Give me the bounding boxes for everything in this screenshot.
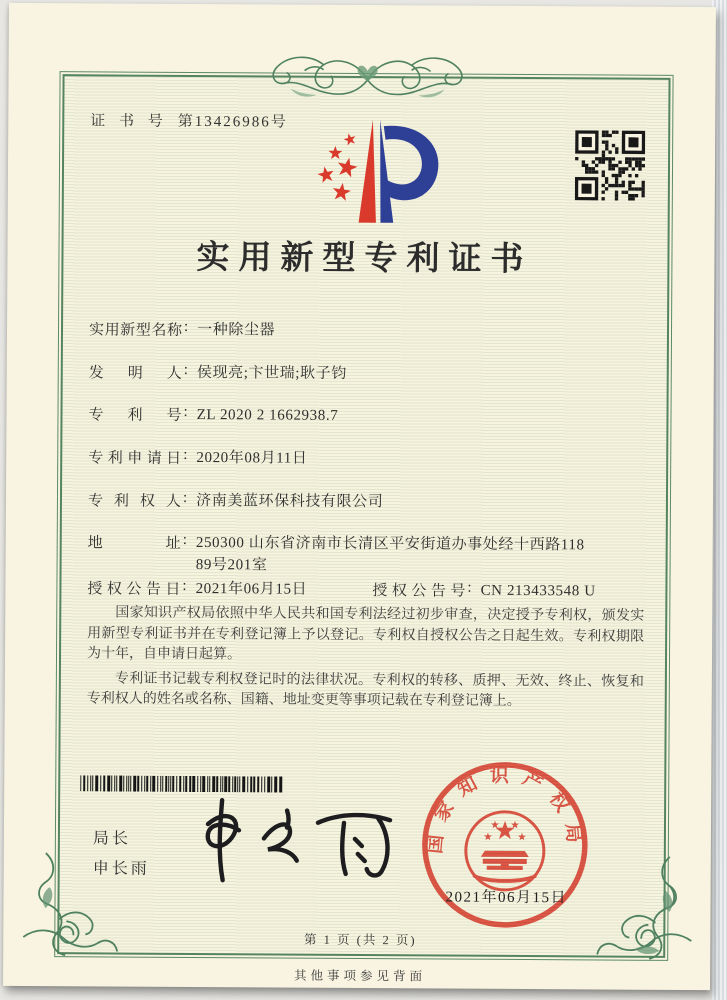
signatory-title: 局长 [92, 830, 131, 848]
field-row-grant [87, 577, 647, 602]
legal-paragraph-2: 专利证书记载专利权登记时的法律状况。专利权的转移、质押、无效、终止、恢复和专利权人的姓名或名称、国籍、地址变更等事项记载在专利登记簿上。 [86, 671, 644, 709]
certificate-title: 实用新型专利证书 [196, 239, 533, 279]
field-colon: : [182, 531, 187, 548]
field-row-name [89, 318, 275, 341]
seal-date: 2021年06月15日 [445, 889, 568, 907]
field-colon: : [183, 446, 188, 463]
field-row-patent-number [88, 403, 338, 427]
field-value: 2020年08月11日 [196, 450, 308, 467]
legal-text [87, 603, 645, 717]
field-colon: : [182, 577, 187, 594]
certificate-paper [3, 3, 716, 990]
field-row-inventors [89, 361, 347, 385]
svg-text:国家知识产权局 [424, 763, 587, 855]
barcode [80, 775, 284, 792]
field-label: 地址 [87, 535, 181, 552]
field-value: CN 213433548 U [480, 582, 596, 600]
field-value: 济南美蓝环保科技有限公司 [196, 493, 384, 511]
certificate-number-value: 第13426986号 [177, 113, 288, 131]
field-colon: : [467, 579, 472, 596]
field-value: ZL 2020 2 1662938.7 [196, 407, 339, 424]
field-row-patentee [88, 489, 384, 513]
field-colon: : [183, 403, 188, 420]
signatory-name: 申长雨 [92, 860, 150, 878]
field-label: 发明人 [88, 365, 182, 382]
page-number: 第 1 页 (共 2 页) [304, 932, 417, 948]
legal-paragraph-1: 国家知识产权局依照中华人民共和国专利法经过初步审查，决定授予专利权，颁发实用新型专利证书并在专利登记簿上予以登记。专利权自授权公告之日起生效。专利权期限为十年，自申请日起算。 [86, 605, 645, 663]
top-ornament-icon [260, 48, 474, 107]
field-value: 一种除尘器 [197, 322, 276, 339]
qr-code [575, 130, 645, 200]
field-label: 实用新型名称 [88, 322, 183, 339]
signature-image [192, 792, 403, 888]
field-row-address [88, 531, 585, 578]
field-label: 专利权人 [87, 493, 182, 510]
field-value: 2021年06月15日 [195, 581, 308, 598]
field-colon: : [182, 489, 188, 506]
cnipa-logo-icon [296, 111, 452, 234]
certificate-number [90, 109, 288, 131]
field-value: 侯现亮;卞世瑞;耿子钧 [196, 365, 347, 382]
field-label: 授权公告号 [372, 583, 466, 600]
seal-text: 国家知识产权局 [424, 765, 585, 856]
field-label: 专利号 [88, 407, 182, 424]
field-label: 授权公告日 [87, 581, 181, 598]
field-colon: : [183, 318, 189, 335]
national-emblem-icon [466, 812, 544, 890]
certificate-number-label: 证 书 号 [90, 113, 168, 130]
field-row-filing-date [88, 446, 307, 469]
back-side-note: 其他事项参见背面 [294, 968, 427, 984]
field-label: 专利申请日 [88, 450, 182, 467]
field-colon: : [183, 361, 188, 378]
grant-number-group [372, 579, 595, 602]
grant-date-group [87, 577, 308, 598]
field-value: 250300 山东省济南市长清区平安街道办事处经十西路118 89号201室 [195, 535, 585, 574]
